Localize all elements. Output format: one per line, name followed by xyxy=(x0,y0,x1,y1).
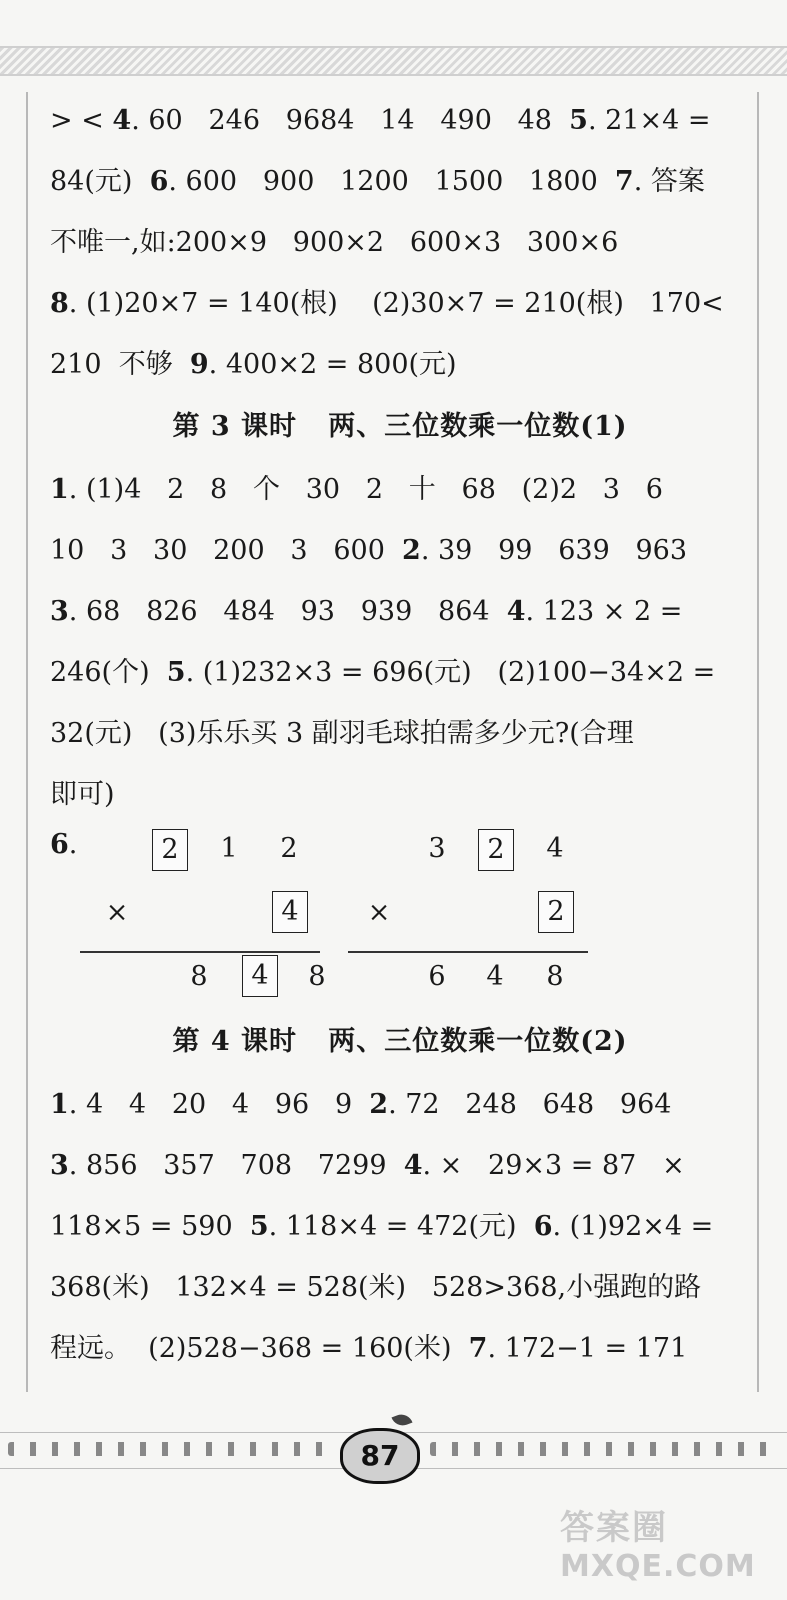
answer-box: 2 xyxy=(478,829,514,871)
footer-dots-right xyxy=(430,1442,780,1456)
digit: 8 xyxy=(190,961,208,992)
apple-leaf-icon xyxy=(391,1411,412,1428)
text-line: 368(米) 132×4 = 528(米) 528>368,小强跑的路 xyxy=(50,1272,702,1303)
multiply-sign: × xyxy=(105,897,129,928)
digit: 4 xyxy=(486,961,504,992)
footer-dots-left xyxy=(8,1442,328,1456)
digit: 3 xyxy=(428,833,446,864)
text-line: 不唯一,如:200×9 900×2 600×3 300×6 xyxy=(50,227,619,258)
answer-box: 2 xyxy=(152,829,188,871)
footer-band xyxy=(0,1410,787,1490)
digit: 2 xyxy=(280,833,298,864)
header-stripe xyxy=(0,46,787,76)
digit: 1 xyxy=(220,833,238,864)
vertical-calculations: 6. 2 1 2 × 4 8 4 8 3 2 4 × 2 6 4 8 xyxy=(50,825,750,1010)
text-line: 3. 856 357 708 7299 4. × 29×3 = 87 × xyxy=(50,1150,685,1181)
digit: 4 xyxy=(546,833,564,864)
text-line: 246(个) 5. (1)232×3 = 696(元) (2)100−34×2 = xyxy=(50,657,716,688)
text-line: 32(元) (3)乐乐买 3 副羽毛球拍需多少元?(合理 xyxy=(50,718,634,749)
section-heading-3: 第 3 课时 两、三位数乘一位数(1) xyxy=(172,411,628,442)
answer-box: 4 xyxy=(272,891,308,933)
calculation-2 xyxy=(348,825,588,1010)
answer-box: 4 xyxy=(242,955,278,997)
calc-rule xyxy=(348,951,588,953)
text-line: 3. 68 826 484 93 939 864 4. 123 × 2 = xyxy=(50,596,683,627)
text-line: 1. 4 4 20 4 96 9 2. 72 248 648 964 xyxy=(50,1089,672,1120)
calculation-1 xyxy=(80,825,326,1010)
digit: 8 xyxy=(308,961,326,992)
text-line: > < 4. 60 246 9684 14 490 48 5. 21×4 = xyxy=(50,105,711,136)
text-line: 84(元) 6. 600 900 1200 1500 1800 7. 答案 xyxy=(50,166,705,197)
digit: 8 xyxy=(546,961,564,992)
text-line: 1. (1)4 2 8 个 30 2 十 68 (2)2 3 6 xyxy=(50,474,663,505)
text-line: 程远。 (2)528−368 = 160(米) 7. 172−1 = 171 xyxy=(50,1333,688,1364)
text-line: 8. (1)20×7 = 140(根) (2)30×7 = 210(根) 170< xyxy=(50,288,724,319)
text-line: 210 不够 9. 400×2 = 800(元) xyxy=(50,349,457,380)
right-margin-line xyxy=(757,92,759,1392)
text-line: 10 3 30 200 3 600 2. 39 99 639 963 xyxy=(50,535,688,566)
text-line: 118×5 = 590 5. 118×4 = 472(元) 6. (1)92×4 = xyxy=(50,1211,714,1242)
page-number: 87 xyxy=(340,1428,420,1484)
calc-rule xyxy=(80,951,320,953)
section-heading-4: 第 4 课时 两、三位数乘一位数(2) xyxy=(172,1026,628,1057)
text-line: 即可) xyxy=(50,779,115,810)
answer-box: 2 xyxy=(538,891,574,933)
multiply-sign: × xyxy=(367,897,391,928)
left-margin-line xyxy=(26,92,28,1392)
watermark: 答案圈 MXQE.COM xyxy=(560,1508,756,1584)
answer-content xyxy=(50,90,750,1379)
digit: 6 xyxy=(428,961,446,992)
